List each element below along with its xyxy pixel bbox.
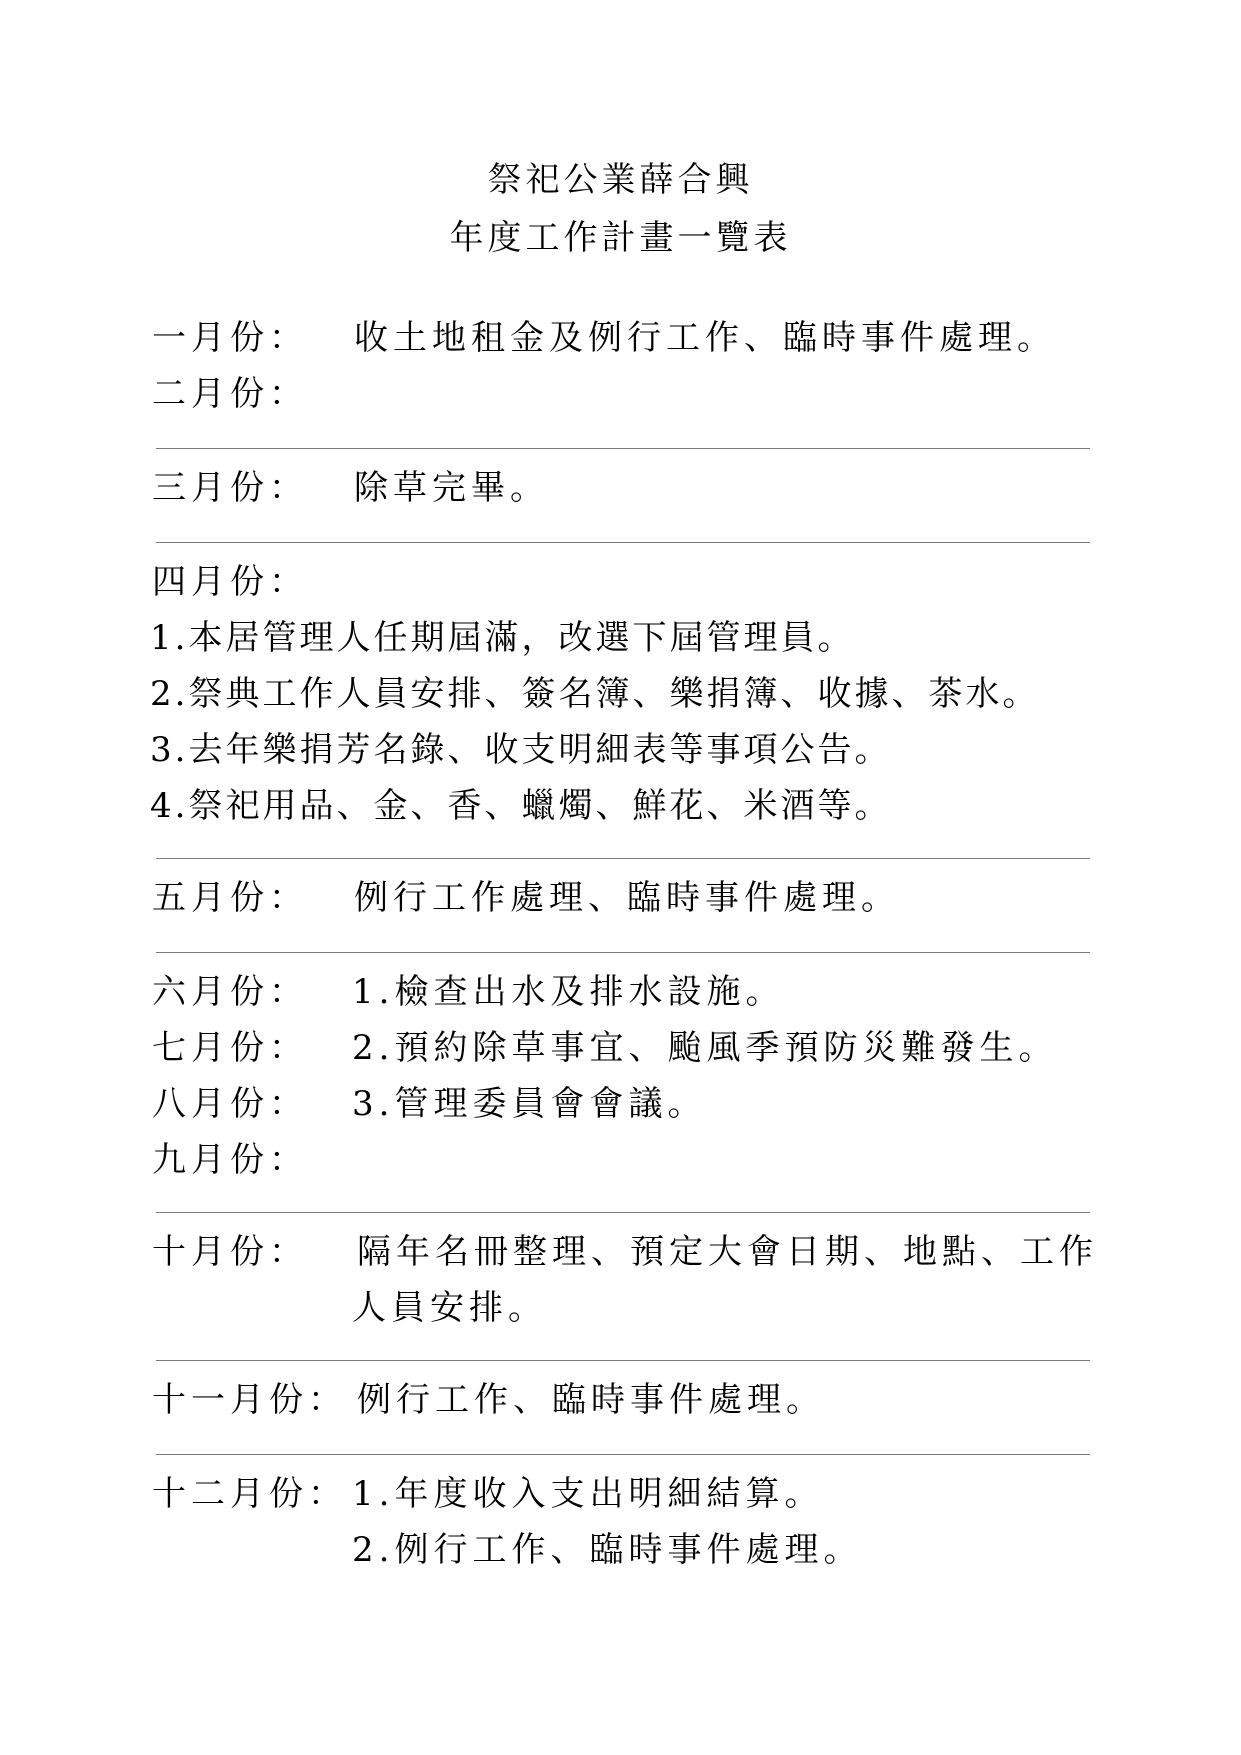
month-label-nov: 十一月份：: [152, 1380, 347, 1420]
section-divider: [156, 952, 1090, 953]
month-text-dec-cont: 2.例行工作、臨時事件處理。: [352, 1530, 863, 1570]
month-text-dec: 1.年度收入支出明細結算。: [352, 1474, 824, 1514]
section-divider: [156, 1454, 1090, 1455]
section-divider: [156, 542, 1090, 543]
month-text-mar: 除草完畢。: [354, 468, 549, 508]
april-item: 4.祭祀用品、金、香、蠟燭、鮮花、米酒等。: [150, 786, 892, 826]
april-item: 2.祭典工作人員安排、簽名簿、樂捐簿、收據、茶水。: [150, 674, 1040, 714]
month-text-oct: 隔年名冊整理、預定大會日期、地點、工作: [357, 1232, 1098, 1272]
month-label-dec: 十二月份：: [152, 1474, 347, 1514]
month-label-jul: 七月份：: [152, 1028, 308, 1068]
month-text-oct-cont: 人員安排。: [352, 1288, 547, 1328]
section-divider: [156, 448, 1090, 449]
month-text-aug: 3.管理委員會會議。: [352, 1084, 707, 1124]
month-label-feb: 二月份：: [152, 374, 308, 414]
month-text-jan: 收土地租金及例行工作、臨時事件處理。: [354, 318, 1056, 358]
month-label-mar: 三月份：: [152, 468, 308, 508]
month-text-jul: 2.預約除草事宜、颱風季預防災難發生。: [352, 1028, 1058, 1068]
month-label-jun: 六月份：: [152, 972, 308, 1012]
section-divider: [156, 858, 1090, 859]
month-text-jun: 1.檢查出水及排水設施。: [352, 972, 785, 1012]
month-label-may: 五月份：: [152, 878, 308, 918]
april-item: 3.去年樂捐芳名錄、收支明細表等事項公告。: [150, 730, 892, 770]
month-label-sep: 九月份：: [152, 1140, 308, 1180]
month-text-nov: 例行工作、臨時事件處理。: [357, 1380, 825, 1420]
month-label-aug: 八月份：: [152, 1084, 308, 1124]
month-label-apr: 四月份：: [152, 562, 308, 602]
april-item: 1.本居管理人任期屆滿，改選下屆管理員。: [150, 618, 855, 658]
document-title: 祭祀公業薛合興: [487, 160, 754, 200]
month-text-may: 例行工作處理、臨時事件處理。: [354, 878, 900, 918]
month-label-jan: 一月份：: [152, 318, 308, 358]
section-divider: [156, 1360, 1090, 1361]
document-subtitle: 年度工作計畫一覽表: [449, 218, 792, 258]
month-label-oct: 十月份：: [152, 1232, 308, 1272]
section-divider: [156, 1212, 1090, 1213]
